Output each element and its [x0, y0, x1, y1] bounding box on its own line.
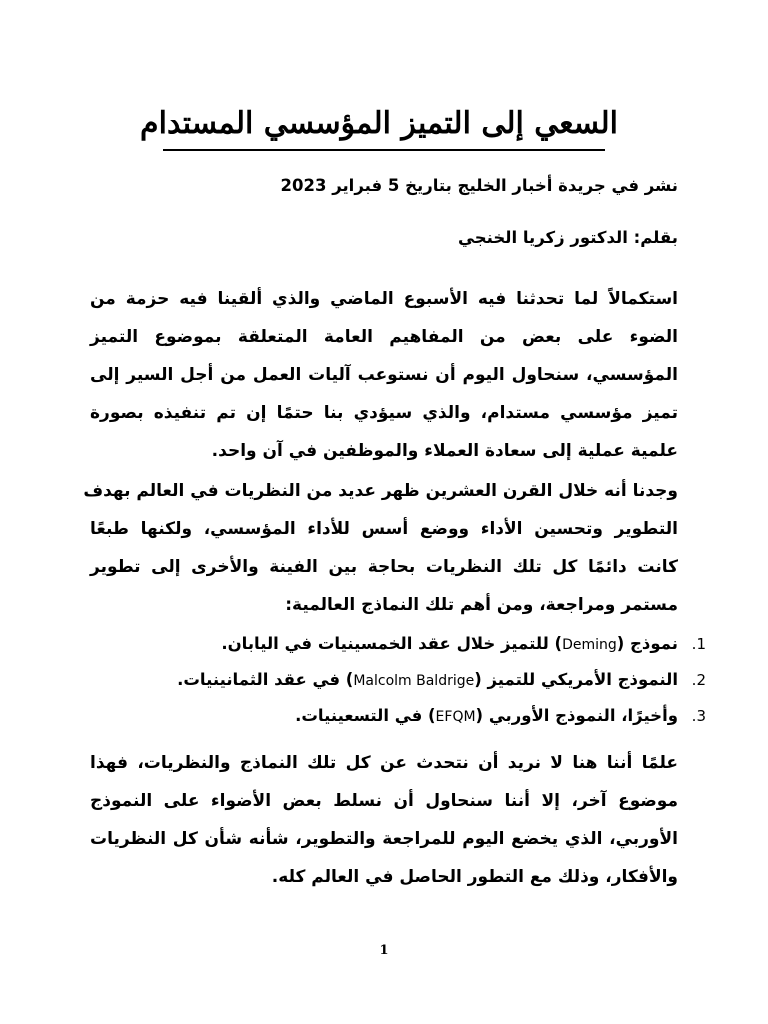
paragraph-line: وجدنا أنه خلال القرن العشرين ظهر عديد من النظريات في العالم بهدف	[83, 481, 678, 501]
paragraph-line: التطوير وتحسين الأداء ووضع أسس للأداء المؤسسي، ولكنها طبعًا	[90, 519, 678, 539]
model-name: Malcolm Baldrige	[353, 673, 475, 689]
list-item	[120, 698, 706, 734]
list-text: ) في عقد الثمانينيات.	[177, 670, 354, 689]
paragraph-scope	[90, 744, 678, 896]
article-title: السعي إلى التميز المؤسسي المستدام	[140, 106, 618, 141]
paragraph-line: علمًا أننا هنا لا نريد أن نتحدث عن كل تلك النماذج والنظريات، فهذا	[90, 753, 678, 773]
paragraph-line: تميز مؤسسي مستدام، والذي سيؤدي بنا حتمًا إن تم تنفيذه بصورة	[90, 403, 678, 423]
paragraph-line: المؤسسي، سنحاول اليوم أن نستوعب آليات العمل من أجل السير إلى	[90, 365, 678, 385]
list-item	[120, 662, 706, 698]
paragraph-line: استكمالاً لما تحدثنا فيه الأسبوع الماضي والذي ألقينا فيه حزمة من	[90, 289, 678, 309]
list-text: نموذج (	[616, 634, 678, 653]
list-number: 3.	[691, 707, 706, 725]
title-underline	[163, 149, 605, 151]
paragraph-line: مستمر ومراجعة، ومن أهم تلك النماذج العالمية:	[285, 595, 678, 615]
model-name: Deming	[562, 637, 617, 653]
page-number: 1	[379, 943, 389, 958]
list-number: 1.	[691, 635, 706, 653]
publication-line: نشر في جريدة أخبار الخليج بتاريخ 5 فبراير 2023	[280, 176, 678, 195]
model-name: EFQM	[435, 709, 476, 725]
paragraph-models	[83, 472, 678, 624]
paragraph-intro	[90, 280, 678, 470]
paragraph-line: علمية عملية إلى سعادة العملاء والموظفين في آن واحد.	[211, 441, 678, 461]
list-text: النموذج الأمريكي للتميز (	[474, 670, 678, 689]
list-text: ) للتميز خلال عقد الخمسينيات في اليابان.	[221, 634, 563, 653]
paragraph-line: الضوء على بعض من المفاهيم العامة المتعلقة بموضوع التميز	[90, 327, 678, 347]
list-item	[120, 626, 706, 662]
list-number: 2.	[691, 671, 706, 689]
paragraph-line: الأوربي، الذي يخضع اليوم للمراجعة والتطوير، شأنه شأن كل النظريات	[90, 829, 678, 849]
list-text: وأخيرًا، النموذج الأوربي (	[475, 706, 678, 725]
paragraph-line: كانت دائمًا كل تلك النظريات بحاجة بين الفينة والأخرى إلى تطوير	[90, 557, 678, 577]
paragraph-line: والأفكار، وذلك مع التطور الحاصل في العالم كله.	[271, 867, 678, 887]
models-list	[120, 626, 706, 734]
paragraph-line: موضوع آخر، إلا أننا سنحاول أن نسلط بعض الأضواء على النموذج	[90, 791, 678, 811]
author-line: بقلم: الدكتور زكريا الخنجي	[458, 228, 678, 247]
list-text: ) في التسعينيات.	[295, 706, 436, 725]
